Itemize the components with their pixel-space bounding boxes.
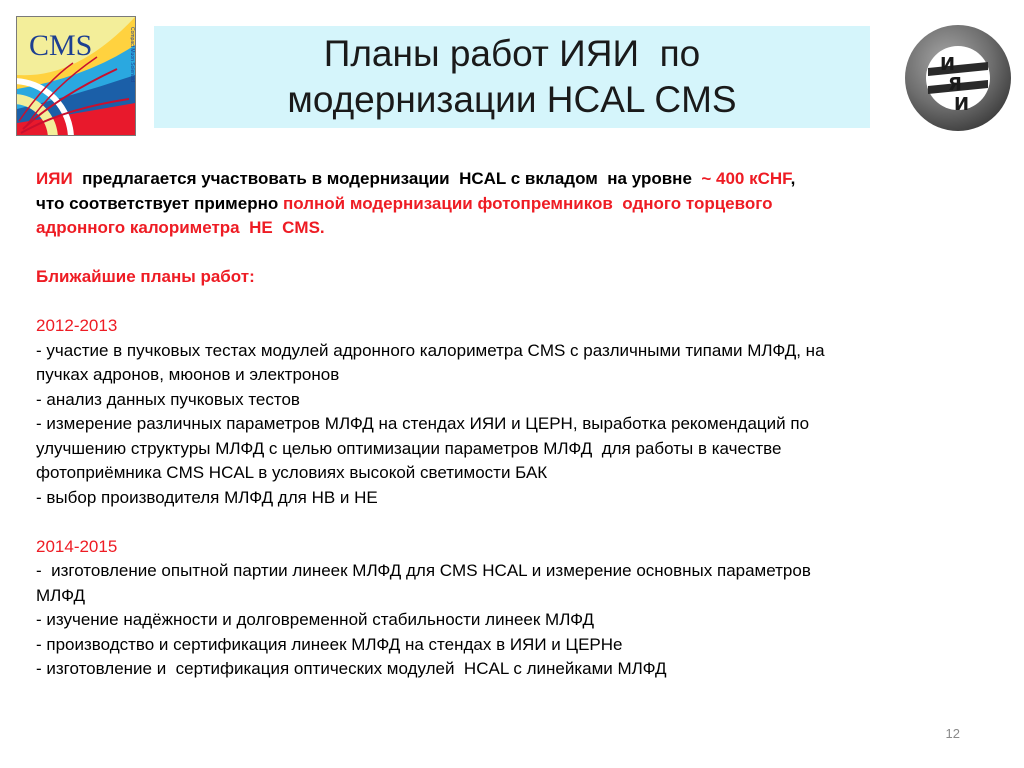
cms-logo-graphic (17, 17, 135, 135)
period-2-line: - изготовление опытной партии линеек МЛФД для CMS HCAL и измерение основных параметров (36, 561, 811, 580)
period-2-years: 2014-2015 (36, 536, 118, 556)
title-line-2: модернизации HCAL CMS (287, 79, 737, 120)
period-2-line: - изготовление и сертификация оптических модулей HCAL с линейками МЛФД (36, 659, 667, 678)
page-number: 12 (945, 726, 960, 741)
period-1-line: - участие в пучковых тестах модулей адронного калориметра CMS с различными типами МЛФД, на (36, 340, 825, 360)
period-1-line: фотоприёмника CMS HCAL в условиях высокой светимости БАК (36, 463, 548, 482)
period-2-line: МЛФД (36, 585, 85, 605)
period-1-line: пучках адронов, мюонов и электронов (36, 365, 340, 384)
intro-text-1: предлагается участвовать в модернизации HCAL с вкладом на уровне (72, 169, 702, 188)
inr-logo-letter-1: И (940, 54, 956, 75)
period-1-line: улучшению структуры МЛФД с целью оптимизации параметров МЛФД для работы в качестве (36, 438, 782, 458)
intro-line-3: адронного калориметра HE CMS. (36, 218, 325, 237)
inr-logo-letter-2: Я (948, 74, 962, 95)
period-2-line: - изучение надёжности и долговременной стабильности линеек МЛФД (36, 610, 595, 629)
period-1-years: 2012-2013 (36, 316, 118, 335)
period-1-line: - измерение различных параметров МЛФД на стендах ИЯИ и ЦЕРН, выработка рекомендаций по (36, 414, 810, 433)
period-2-line: - производство и сертификация линеек МЛФД на стендах в ИЯИ и ЦЕРНе (36, 634, 623, 654)
plans-heading: Ближайшие планы работ: (36, 267, 255, 286)
title-banner (154, 26, 870, 128)
cms-logo (16, 16, 136, 136)
period-1-line: - анализ данных пучковых тестов (36, 389, 300, 409)
intro-comma: , (790, 169, 796, 188)
cms-logo-subtext: Compact Muon Solenoid (129, 27, 135, 82)
intro-text-2: что соответствует примерно (36, 193, 283, 213)
inr-abbrev: ИЯИ (36, 169, 73, 188)
slide-content (36, 167, 996, 682)
inr-logo-graphic (902, 20, 1014, 138)
intro-highlight-2: полной модернизации фотопремников одного торцевого (282, 193, 773, 213)
inr-logo (902, 20, 1014, 138)
cms-logo-text: CMS (29, 29, 93, 62)
contribution-amount: ~ 400 кCHF (701, 169, 791, 188)
inr-logo-letter-3: И (954, 94, 970, 115)
period-1-line: - выбор производителя МЛФД для HB и HE (36, 487, 378, 507)
intro-line-2 (36, 192, 996, 217)
intro-line-1 (36, 167, 996, 192)
title-line-1: Планы работ ИЯИ по (323, 33, 701, 74)
